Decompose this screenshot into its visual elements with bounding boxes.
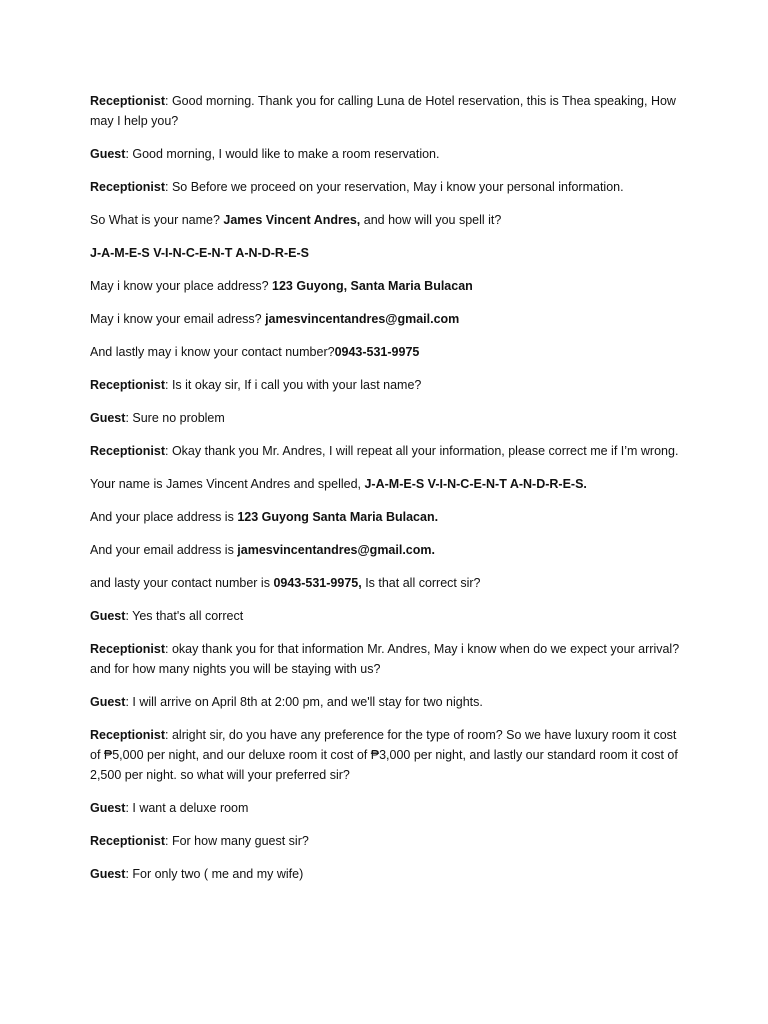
line-text: and lasty your contact number is bbox=[90, 576, 274, 590]
line-text: : I want a deluxe room bbox=[125, 801, 249, 815]
line-text: And lastly may i know your contact number? bbox=[90, 345, 335, 359]
dialogue-line bbox=[90, 276, 690, 296]
line-text: May i know your email adress? bbox=[90, 312, 266, 326]
line-text: : Good morning, I would like to make a room reservation. bbox=[125, 147, 440, 161]
dialogue-line bbox=[90, 144, 690, 164]
bold-value: J-A-M-E-S V-I-N-C-E-N-T A-N-D-R-E-S bbox=[90, 246, 309, 260]
speaker-label: Guest bbox=[90, 147, 126, 161]
dialogue-line bbox=[90, 639, 690, 679]
dialogue-line bbox=[90, 540, 690, 560]
line-text: And your place address is bbox=[90, 510, 238, 524]
dialogue-line bbox=[90, 864, 690, 884]
dialogue-line bbox=[90, 243, 690, 263]
speaker-label: Receptionist bbox=[90, 728, 166, 742]
dialogue-line bbox=[90, 441, 690, 461]
line-text: : Yes that's all correct bbox=[125, 609, 244, 623]
dialogue-line bbox=[90, 177, 690, 197]
dialogue-line bbox=[90, 375, 690, 395]
speaker-label: Guest bbox=[90, 867, 126, 881]
dialogue-line bbox=[90, 573, 690, 593]
bold-value: 123 Guyong, Santa Maria Bulacan bbox=[272, 279, 473, 293]
line-text-suffix: and how will you spell it? bbox=[360, 213, 502, 227]
bold-value: J-A-M-E-S V-I-N-C-E-N-T A-N-D-R-E-S. bbox=[364, 477, 587, 491]
line-text-suffix: Is that all correct sir? bbox=[361, 576, 481, 590]
speaker-label: Guest bbox=[90, 411, 126, 425]
speaker-label: Guest bbox=[90, 609, 126, 623]
document-page bbox=[90, 91, 690, 897]
bold-value: jamesvincentandres@gmail.com. bbox=[237, 543, 435, 557]
line-text: So What is your name? bbox=[90, 213, 224, 227]
line-text: Your name is James Vincent Andres and spelled, bbox=[90, 477, 365, 491]
bold-value: 123 Guyong Santa Maria Bulacan. bbox=[237, 510, 439, 524]
line-text: : So Before we proceed on your reservation, May i know your personal information. bbox=[165, 180, 624, 194]
speaker-label: Receptionist bbox=[90, 180, 166, 194]
speaker-label: Receptionist bbox=[90, 94, 166, 108]
dialogue-line bbox=[90, 692, 690, 712]
line-text: : Is it okay sir, If i call you with your last name? bbox=[165, 378, 422, 392]
dialogue-line bbox=[90, 91, 690, 131]
dialogue-line bbox=[90, 309, 690, 329]
bold-value: James Vincent Andres, bbox=[223, 213, 361, 227]
bold-value: jamesvincentandres@gmail.com bbox=[265, 312, 460, 326]
line-text: : For only two ( me and my wife) bbox=[125, 867, 304, 881]
speaker-label: Receptionist bbox=[90, 834, 166, 848]
bold-value: 0943-531-9975 bbox=[334, 345, 420, 359]
line-text: : Sure no problem bbox=[125, 411, 225, 425]
speaker-label: Receptionist bbox=[90, 642, 166, 656]
dialogue-line bbox=[90, 831, 690, 851]
line-text: : Good morning. Thank you for calling Luna de Hotel reservation, this is Thea speaking, How may I help you? bbox=[90, 94, 676, 128]
dialogue-line bbox=[90, 606, 690, 626]
line-text: : I will arrive on April 8th at 2:00 pm, and we'll stay for two nights. bbox=[125, 695, 483, 709]
line-text: May i know your place address? bbox=[90, 279, 273, 293]
line-text: : alright sir, do you have any preference for the type of room? So we have luxury room it cost of ₱5,000 per night, and our deluxe room it cost of ₱3,000 per night, and lastly our standard room it cost of 2,500 per night. so what will your preferred sir? bbox=[90, 728, 678, 782]
line-text: : Okay thank you Mr. Andres, I will repeat all your information, please correct me if I’m wrong. bbox=[165, 444, 679, 458]
dialogue-line bbox=[90, 507, 690, 527]
speaker-label: Guest bbox=[90, 801, 126, 815]
line-text: : okay thank you for that information Mr. Andres, May i know when do we expect your arrival? and for how many nights you will be staying with us? bbox=[90, 642, 680, 676]
line-text: And your email address is bbox=[90, 543, 238, 557]
dialogue-line bbox=[90, 210, 690, 230]
dialogue-line bbox=[90, 474, 690, 494]
dialogue-line bbox=[90, 342, 690, 362]
dialogue-line bbox=[90, 798, 690, 818]
speaker-label: Receptionist bbox=[90, 378, 166, 392]
bold-value: 0943-531-9975, bbox=[273, 576, 362, 590]
line-text: : For how many guest sir? bbox=[165, 834, 309, 848]
speaker-label: Receptionist bbox=[90, 444, 166, 458]
dialogue-line bbox=[90, 725, 690, 785]
speaker-label: Guest bbox=[90, 695, 126, 709]
dialogue-line bbox=[90, 408, 690, 428]
